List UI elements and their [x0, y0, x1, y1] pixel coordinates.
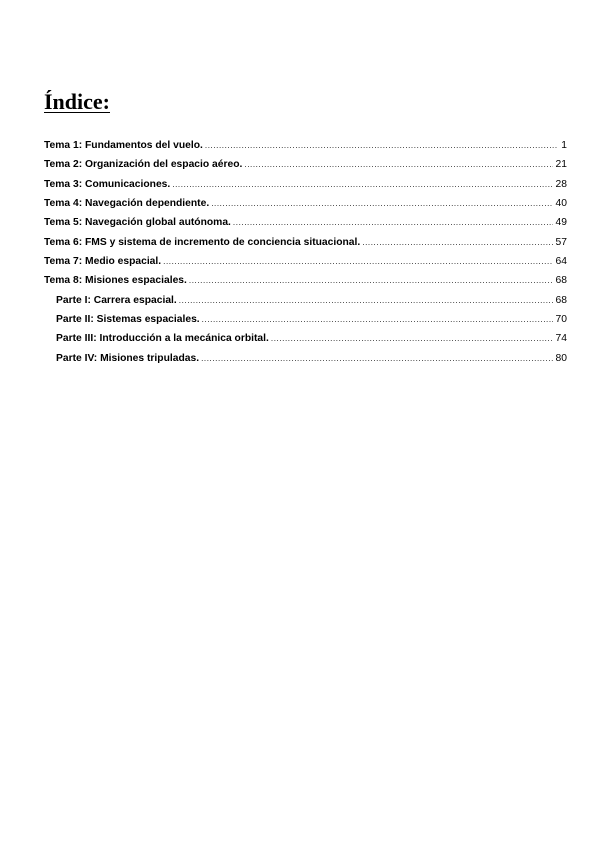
toc-entry-tema-7[interactable] — [44, 252, 567, 271]
toc-page-number: 40 — [555, 198, 567, 210]
toc-page-number: 28 — [555, 178, 567, 190]
toc-page-number: 68 — [555, 294, 567, 306]
toc-page-number: 68 — [555, 275, 567, 287]
toc-dot-leader — [179, 291, 553, 310]
toc-dot-leader — [244, 155, 552, 174]
toc-entry-label: Tema 1: Fundamentos del vuelo. — [44, 140, 203, 151]
toc-dot-leader — [211, 194, 552, 213]
toc-entry-tema-5[interactable] — [44, 213, 567, 232]
toc-entry-label: Tema 7: Medio espacial. — [44, 256, 162, 268]
toc-page-number: 80 — [555, 352, 567, 364]
toc-dot-leader — [233, 213, 553, 232]
toc-page-number: 74 — [555, 333, 567, 345]
toc-dot-leader — [172, 175, 552, 194]
toc-entry-parte-2[interactable] — [44, 310, 567, 329]
toc-dot-leader — [362, 233, 552, 252]
toc-page-number: 64 — [555, 256, 567, 268]
toc-entry-tema-2[interactable] — [44, 155, 567, 174]
toc-dot-leader — [205, 136, 558, 155]
toc-dot-leader — [202, 310, 553, 329]
toc-entry-label: Tema 6: FMS y sistema de incremento de conciencia situacional. — [44, 236, 361, 248]
toc-dot-leader — [163, 252, 552, 271]
toc-entry-tema-1[interactable] — [44, 136, 567, 155]
toc-page-number: 70 — [555, 314, 567, 326]
toc-page-number: 21 — [555, 159, 567, 171]
page-title: Índice: — [44, 89, 110, 114]
toc-entry-label: Tema 3: Comunicaciones. — [44, 178, 171, 190]
toc-page-number: 49 — [555, 217, 567, 229]
toc-entry-label: Tema 4: Navegación dependiente. — [44, 198, 210, 210]
toc-entry-label: Parte IV: Misiones tripuladas. — [56, 352, 200, 364]
toc-dot-leader — [189, 271, 553, 290]
toc-entry-parte-4[interactable] — [44, 349, 567, 368]
toc-entry-label: Parte II: Sistemas espaciales. — [56, 314, 200, 326]
toc-page-number: 57 — [555, 236, 567, 248]
toc-entry-label: Tema 8: Misiones espaciales. — [44, 275, 187, 287]
toc-entry-parte-3[interactable] — [44, 329, 567, 348]
toc-page-number: 1 — [561, 140, 567, 151]
toc-entry-label: Tema 2: Organización del espacio aéreo. — [44, 159, 243, 171]
toc-entry-label: Tema 5: Navegación global autónoma. — [44, 217, 231, 229]
table-of-contents — [44, 136, 567, 368]
toc-dot-leader — [201, 349, 552, 368]
toc-entry-tema-4[interactable] — [44, 194, 567, 213]
toc-dot-leader — [271, 329, 553, 348]
toc-entry-tema-8[interactable] — [44, 271, 567, 290]
toc-entry-parte-1[interactable] — [44, 291, 567, 310]
toc-entry-tema-3[interactable] — [44, 175, 567, 194]
toc-entry-label: Parte III: Introducción a la mecánica orbital. — [56, 333, 269, 345]
toc-entry-tema-6[interactable] — [44, 233, 567, 252]
toc-entry-label: Parte I: Carrera espacial. — [56, 294, 177, 306]
